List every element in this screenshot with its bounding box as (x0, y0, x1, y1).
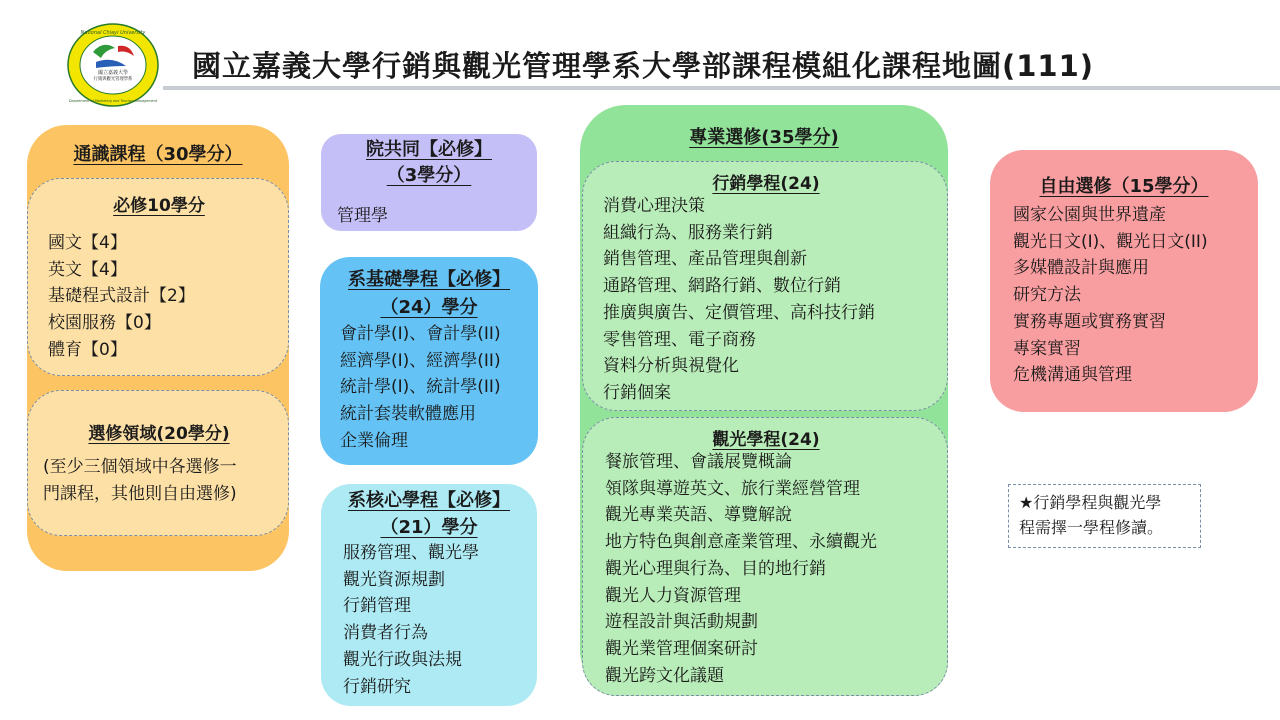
tourism-program-header: 觀光學程(24) (712, 430, 820, 450)
list-item: 國家公園與世界遺產 (1013, 205, 1166, 225)
department-basic-header-line1: 系基礎學程【必修】 (348, 269, 510, 290)
department-basic-header-line2: （24）學分 (380, 297, 478, 318)
department-core-box (321, 484, 537, 706)
list-item: 銷售管理、產品管理與創新 (603, 249, 807, 270)
list-item: 英文【4】 (48, 259, 127, 280)
list-item: 觀光行政與法規 (343, 649, 462, 670)
general-education-header: 通識課程（30學分） (73, 144, 243, 165)
list-item: 校園服務【0】 (48, 313, 161, 334)
list-item: 體育【0】 (48, 339, 127, 360)
elective-description-line: (至少三個領域中各選修一 (43, 457, 237, 477)
college-common-header-line1: 院共同【必修】 (366, 139, 492, 160)
list-item: 消費者行為 (343, 623, 428, 644)
list-item: 會計學(I)、會計學(II) (340, 324, 501, 344)
elective-description-line: 門課程，其他則自由選修) (43, 483, 237, 504)
list-item: 行銷管理 (343, 596, 411, 617)
elective-20-credits-header: 選修領域(20學分) (88, 424, 230, 444)
title-underline (163, 86, 1280, 90)
list-item: 餐旅管理、會議展覽概論 (605, 452, 792, 472)
list-item: 研究方法 (1013, 285, 1081, 306)
list-item: 推廣與廣告、定價管理、高科技行銷 (603, 302, 875, 323)
marketing-program-box (582, 161, 948, 411)
program-selection-note (1008, 484, 1201, 548)
required-10-credits-header: 必修10學分 (113, 196, 205, 216)
logo-bottom-text: Department of Marketing and Tourism Management (68, 99, 158, 103)
college-common-header-line2: （3學分） (386, 165, 472, 186)
list-item: 觀光人力資源管理 (605, 585, 741, 606)
department-core-course-list (343, 540, 479, 700)
list-item: 領隊與導遊英文、旅行業經營管理 (605, 478, 860, 499)
list-item: 經濟學(I)、經濟學(II) (340, 350, 501, 371)
list-item: 基礎程式設計【2】 (48, 286, 195, 307)
list-item: 統計套裝軟體應用 (340, 404, 476, 425)
list-item: 觀光專業英語、導覽解說 (605, 505, 792, 526)
required-course-list (48, 230, 195, 364)
list-item: 遊程設計與活動規劃 (605, 612, 758, 633)
list-item: 觀光日文(I)、觀光日文(II) (1013, 231, 1208, 252)
required-10-credits-box (27, 178, 289, 376)
professional-electives-header: 專業選修(35學分) (689, 127, 839, 148)
professional-electives-box (580, 105, 948, 696)
list-item: 專案實習 (1013, 338, 1081, 359)
list-item: 地方特色與創意產業管理、永續觀光 (605, 532, 877, 553)
list-item: 管理學 (337, 206, 388, 226)
list-item: 企業倫理 (340, 430, 408, 451)
department-core-header-line1: 系核心學程【必修】 (348, 490, 510, 511)
list-item: 實務專題或實務實習 (1013, 311, 1166, 332)
department-basic-box (320, 257, 538, 465)
list-item: 統計學(I)、統計學(II) (340, 377, 501, 398)
list-item: 零售管理、電子商務 (603, 329, 756, 350)
page-title: 國立嘉義大學行銷與觀光管理學系大學部課程模組化課程地圖(111) (192, 49, 1095, 83)
list-item: 國文【4】 (48, 233, 127, 253)
marketing-course-list (603, 193, 875, 407)
logo-arc-text: National Chiayi University (80, 30, 146, 36)
note-line: ★行銷學程與觀光學 (1019, 493, 1162, 512)
list-item: 觀光跨文化議題 (605, 665, 724, 686)
general-education-box (27, 125, 289, 571)
list-item: 資料分析與視覺化 (603, 356, 739, 377)
free-electives-box (990, 150, 1258, 412)
list-item: 觀光心理與行為、目的地行銷 (605, 558, 826, 579)
college-course-list (337, 203, 388, 230)
note-line: 程需擇一學程修讀。 (1019, 518, 1164, 537)
free-electives-course-list (1013, 202, 1208, 389)
list-item: 服務管理、觀光學 (343, 543, 479, 563)
elective-20-credits-box (27, 390, 289, 536)
department-basic-course-list (340, 321, 501, 455)
logo-center-text-1: 國立嘉義大學 (97, 70, 129, 76)
list-item: 觀光資源規劃 (343, 569, 445, 590)
department-core-header-line2: （21）學分 (380, 517, 478, 538)
list-item: 觀光業管理個案研討 (605, 638, 758, 659)
tourism-course-list (605, 449, 877, 689)
tourism-program-box (582, 417, 948, 696)
marketing-program-header: 行銷學程(24) (712, 174, 820, 194)
list-item: 行銷研究 (343, 676, 411, 697)
list-item: 行銷個案 (603, 382, 671, 403)
elective-description (43, 454, 237, 507)
college-common-box (321, 134, 537, 231)
list-item: 通路管理、網路行銷、數位行銷 (603, 276, 841, 297)
university-logo (66, 22, 160, 108)
free-electives-header: 自由選修（15學分） (1039, 176, 1209, 197)
list-item: 組織行為、服務業行銷 (603, 222, 773, 243)
list-item: 多媒體設計與應用 (1013, 258, 1149, 279)
list-item: 消費心理決策 (603, 196, 705, 216)
list-item: 危機溝通與管理 (1013, 365, 1132, 386)
logo-center-text-2: 行銷與觀光管理學系 (93, 77, 133, 82)
